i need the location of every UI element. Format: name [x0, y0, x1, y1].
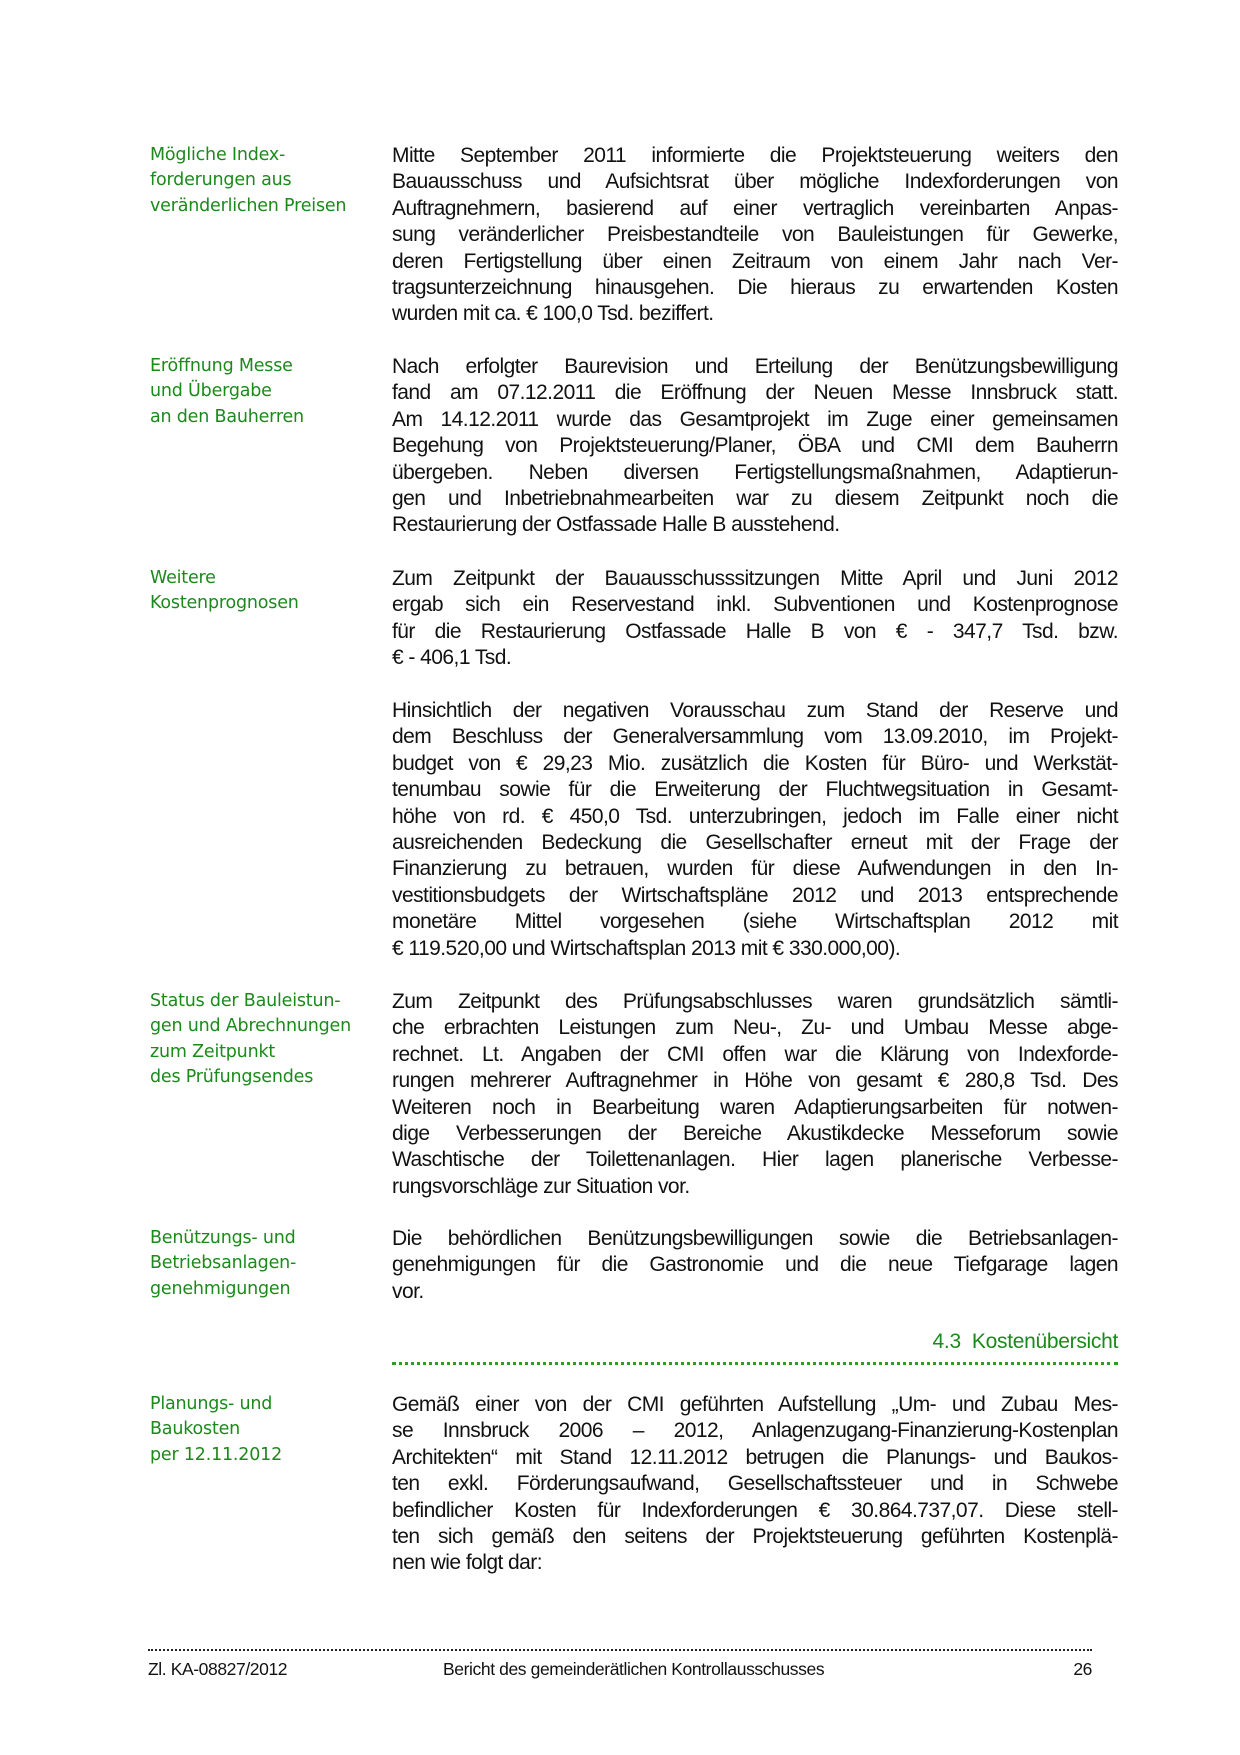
text-line: rechnet. Lt. Angaben der CMI offen war die Klärung von Indexforde-	[392, 1042, 1118, 1066]
label-line: Eröffnung Messe	[150, 356, 293, 376]
label-line: Betriebsanlagen-	[150, 1253, 297, 1274]
label-line: Kostenprognosen	[150, 593, 299, 614]
label-line: Mögliche Index-	[150, 145, 286, 165]
label-line: und Übergabe	[150, 381, 272, 402]
text-line: tenumbau sowie für die Erweiterung der Fluchtwegsituation in Gesamt-	[392, 778, 1118, 802]
text-line: vestitionsbudgets der Wirtschaftspläne 2012 und 2013 entsprechende	[392, 883, 1118, 907]
text-line: se Innsbruck 2006 – 2012, Anlagenzugang-Finanzierung-Kostenplan	[392, 1419, 1118, 1443]
text-line: höhe von rd. € 450,0 Tsd. unterzubringen, jedoch im Falle einer nicht	[392, 804, 1118, 828]
text-line: dige Verbesserungen der Bereiche Akustikdecke Messeforum sowie	[392, 1121, 1118, 1145]
text-line: ten exkl. Förderungsaufwand, Gesellschaftssteuer und in Schwebe	[392, 1472, 1118, 1496]
label-line: forderungen aus	[150, 170, 292, 191]
text-line: € 119.520,00 und Wirtschaftsplan 2013 mit € 330.000,00).	[392, 936, 901, 960]
label-line: gen und Abrechnungen	[150, 1016, 351, 1037]
text-line: wurden mit ca. € 100,0 Tsd. beziffert.	[392, 302, 714, 326]
text-line: Zum Zeitpunkt des Prüfungsabschlusses waren grundsätzlich sämtli-	[392, 990, 1118, 1013]
text-line: befindlicher Kosten für Indexforderungen € 30.864.737,07. Diese stell-	[392, 1498, 1118, 1522]
text-line: budget von € 29,23 Mio. zusätzlich die Kosten für Büro- und Werkstät-	[392, 751, 1118, 775]
text-line: Nach erfolgter Baurevision und Erteilung der Benützungsbewilligung	[392, 355, 1118, 378]
text-line: Gemäß einer von der CMI geführten Aufstellung „Um- und Zubau Mes-	[392, 1393, 1118, 1416]
label-line: Baukosten	[150, 1419, 241, 1440]
text-line: ten sich gemäß den seitens der Projektsteuerung geführten Kostenplä-	[392, 1524, 1118, 1548]
heading-number: 4.3	[932, 1330, 961, 1353]
label-line: Status der Bauleistun-	[150, 991, 341, 1011]
paragraph-planning-costs	[392, 1392, 1118, 1577]
text-line: genehmigungen für die Gastronomie und die neue Tiefgarage lagen	[392, 1253, 1118, 1277]
text-line: Die behördlichen Benützungsbewilligungen sowie die Betriebsanlagen-	[392, 1227, 1118, 1250]
text-line: Finanzierung zu betrauen, wurden für diese Aufwendungen in den In-	[392, 857, 1118, 881]
label-line: veränderlichen Preisen	[150, 195, 347, 216]
text-line: Auftragnehmern, basierend auf einer vertraglich vereinbarten Anpas-	[392, 196, 1118, 220]
document-reference: Zl. KA-08827/2012	[148, 1659, 288, 1679]
text-line: ausreichenden Bedeckung die Gesellschafter erneut mit der Frage der	[392, 830, 1118, 854]
paragraph-status	[392, 989, 1118, 1200]
label-line: Benützungs- und	[150, 1228, 296, 1248]
margin-label-opening	[150, 354, 375, 430]
heading-title: Kostenübersicht	[971, 1330, 1118, 1353]
text-line: Hinsichtlich der negativen Vorausschau zum Stand der Reserve und	[392, 699, 1118, 722]
margin-label-planning-costs	[150, 1392, 375, 1468]
label-line: Weitere	[150, 568, 216, 588]
text-line: monetäre Mittel vorgesehen (siehe Wirtschaftsplan 2012 mit	[392, 910, 1118, 934]
text-line: nen wie folgt dar:	[392, 1551, 543, 1575]
label-line: per 12.11.2012	[150, 1444, 283, 1465]
footer-dotted-rule	[148, 1649, 1092, 1651]
text-line: che erbrachten Leistungen zum Neu-, Zu- und Umbau Messe abge-	[392, 1016, 1118, 1040]
heading-dotted-rule	[392, 1362, 1118, 1365]
paragraph-opening	[392, 354, 1118, 539]
text-line: sung veränderlicher Preisbestandteile von Bauleistungen für Gewerke,	[392, 223, 1118, 247]
text-line: Am 14.12.2011 wurde das Gesamtprojekt im Zuge einer gemeinsamen	[392, 407, 1118, 431]
paragraph-permits	[392, 1226, 1118, 1305]
label-line: genehmigungen	[150, 1278, 291, 1299]
text-line: Bauausschuss und Aufsichtsrat über mögliche Indexforderungen von	[392, 170, 1118, 194]
margin-label-status	[150, 989, 375, 1090]
text-line: Waschtische der Toilettenanlagen. Hier lagen planerische Verbesse-	[392, 1148, 1118, 1172]
paragraph-index-claims	[392, 143, 1118, 328]
margin-label-index-claims	[150, 143, 375, 219]
label-line: an den Bauherren	[150, 406, 304, 427]
text-line: Restaurierung der Ostfassade Halle B ausstehend.	[392, 513, 840, 537]
text-line: deren Fertigstellung über einen Zeitraum von einem Jahr nach Ver-	[392, 249, 1118, 273]
text-line: Weiteren noch in Bearbeitung waren Adaptierungsarbeiten für notwen-	[392, 1095, 1118, 1119]
text-line: rungsvorschläge zur Situation vor.	[392, 1174, 690, 1198]
text-line: tragsunterzeichnung hinausgehen. Die hieraus zu erwartenden Kosten	[392, 275, 1118, 299]
text-line: gen und Inbetriebnahmearbeiten war zu diesem Zeitpunkt noch die	[392, 486, 1118, 510]
text-line: Zum Zeitpunkt der Bauausschusssitzungen Mitte April und Juni 2012	[392, 567, 1118, 590]
text-line: € - 406,1 Tsd.	[392, 646, 512, 670]
label-line: zum Zeitpunkt	[150, 1041, 276, 1062]
report-title: Bericht des gemeinderätlichen Kontrollausschusses	[443, 1659, 825, 1679]
text-line: ergab sich ein Reservestand inkl. Subventionen und Kostenprognose	[392, 593, 1118, 617]
section-heading	[392, 1330, 1118, 1354]
text-line: fand am 07.12.2011 die Eröffnung der Neuen Messe Innsbruck statt.	[392, 381, 1118, 405]
label-line: des Prüfungsendes	[150, 1066, 314, 1087]
margin-label-permits	[150, 1226, 375, 1302]
text-line: Architekten“ mit Stand 12.11.2012 betrugen die Planungs- und Baukos-	[392, 1445, 1118, 1469]
text-line: rungen mehrerer Auftragnehmer in Höhe von gesamt € 280,8 Tsd. Des	[392, 1069, 1118, 1093]
text-line: dem Beschluss der Generalversammlung vom 13.09.2010, im Projekt-	[392, 725, 1118, 749]
text-line: Mitte September 2011 informierte die Projektsteuerung weiters den	[392, 144, 1118, 167]
text-line: vor.	[392, 1279, 424, 1303]
margin-label-cost-forecasts	[150, 566, 375, 617]
paragraph-budget-provisions	[392, 698, 1118, 962]
paragraph-cost-forecasts	[392, 566, 1118, 672]
text-line: übergeben. Neben diversen Fertigstellungsmaßnahmen, Adaptierun-	[392, 460, 1118, 484]
label-line: Planungs- und	[150, 1394, 273, 1414]
page-number: 26	[1073, 1659, 1092, 1679]
text-line: für die Restaurierung Ostfassade Halle B von € - 347,7 Tsd. bzw.	[392, 619, 1118, 643]
text-line: Begehung von Projektsteuerung/Planer, ÖBA und CMI dem Bauherrn	[392, 434, 1118, 458]
